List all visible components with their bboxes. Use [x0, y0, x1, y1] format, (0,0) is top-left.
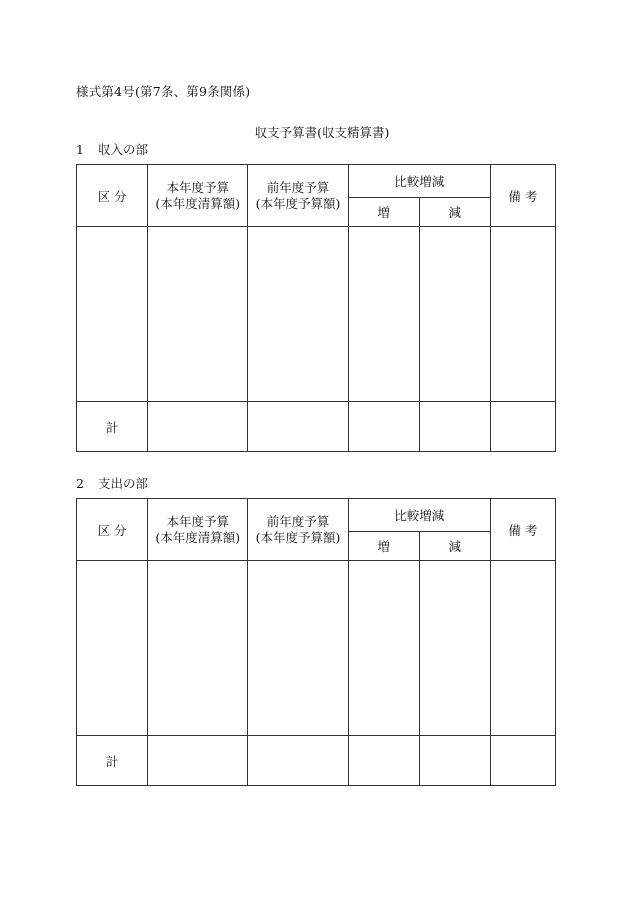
header-category: 区 分	[77, 165, 148, 227]
header-decrease: 減	[419, 198, 490, 227]
total-decrease	[419, 736, 490, 786]
section-name: 支出の部	[97, 476, 148, 491]
section-number: 2	[76, 476, 84, 491]
table-row	[77, 561, 556, 736]
cell-remarks	[490, 561, 555, 736]
total-label: 計	[77, 736, 148, 786]
cell-remarks	[490, 227, 555, 402]
income-table	[76, 164, 556, 452]
cell-increase	[348, 561, 419, 736]
header-remarks: 備 考	[490, 165, 555, 227]
header-decrease: 減	[419, 532, 490, 561]
cell-previous-budget	[248, 561, 348, 736]
cell-category	[77, 561, 148, 736]
header-comparison: 比較増減	[348, 165, 490, 198]
header-comparison: 比較増減	[348, 499, 490, 532]
header-category: 区 分	[77, 499, 148, 561]
section-heading-income	[76, 140, 148, 158]
table-row	[77, 227, 556, 402]
header-increase: 増	[348, 532, 419, 561]
cell-decrease	[419, 561, 490, 736]
total-increase	[348, 736, 419, 786]
header-previous-budget: 前年度予算 (本年度予算額)	[248, 499, 348, 561]
cell-previous-budget	[248, 227, 348, 402]
header-remarks: 備 考	[490, 499, 555, 561]
cell-current-budget	[148, 227, 248, 402]
total-row	[77, 736, 556, 786]
section-number: 1	[76, 142, 84, 157]
section-heading-expenditure	[76, 474, 148, 492]
total-current-budget	[148, 736, 248, 786]
header-current-budget: 本年度予算 (本年度清算額)	[148, 165, 248, 227]
total-increase	[348, 402, 419, 452]
form-number: 様式第4号(第7条、第9条関係)	[76, 84, 251, 99]
cell-category	[77, 227, 148, 402]
total-previous-budget	[248, 402, 348, 452]
expenditure-table	[76, 498, 556, 786]
total-row	[77, 402, 556, 452]
total-remarks	[490, 402, 555, 452]
section-name: 収入の部	[97, 142, 148, 157]
document-title: 収支予算書(収支精算書)	[254, 125, 390, 140]
total-previous-budget	[248, 736, 348, 786]
header-previous-budget: 前年度予算 (本年度予算額)	[248, 165, 348, 227]
total-label: 計	[77, 402, 148, 452]
header-current-budget: 本年度予算 (本年度清算額)	[148, 499, 248, 561]
cell-decrease	[419, 227, 490, 402]
total-current-budget	[148, 402, 248, 452]
total-decrease	[419, 402, 490, 452]
cell-current-budget	[148, 561, 248, 736]
cell-increase	[348, 227, 419, 402]
header-increase: 増	[348, 198, 419, 227]
total-remarks	[490, 736, 555, 786]
